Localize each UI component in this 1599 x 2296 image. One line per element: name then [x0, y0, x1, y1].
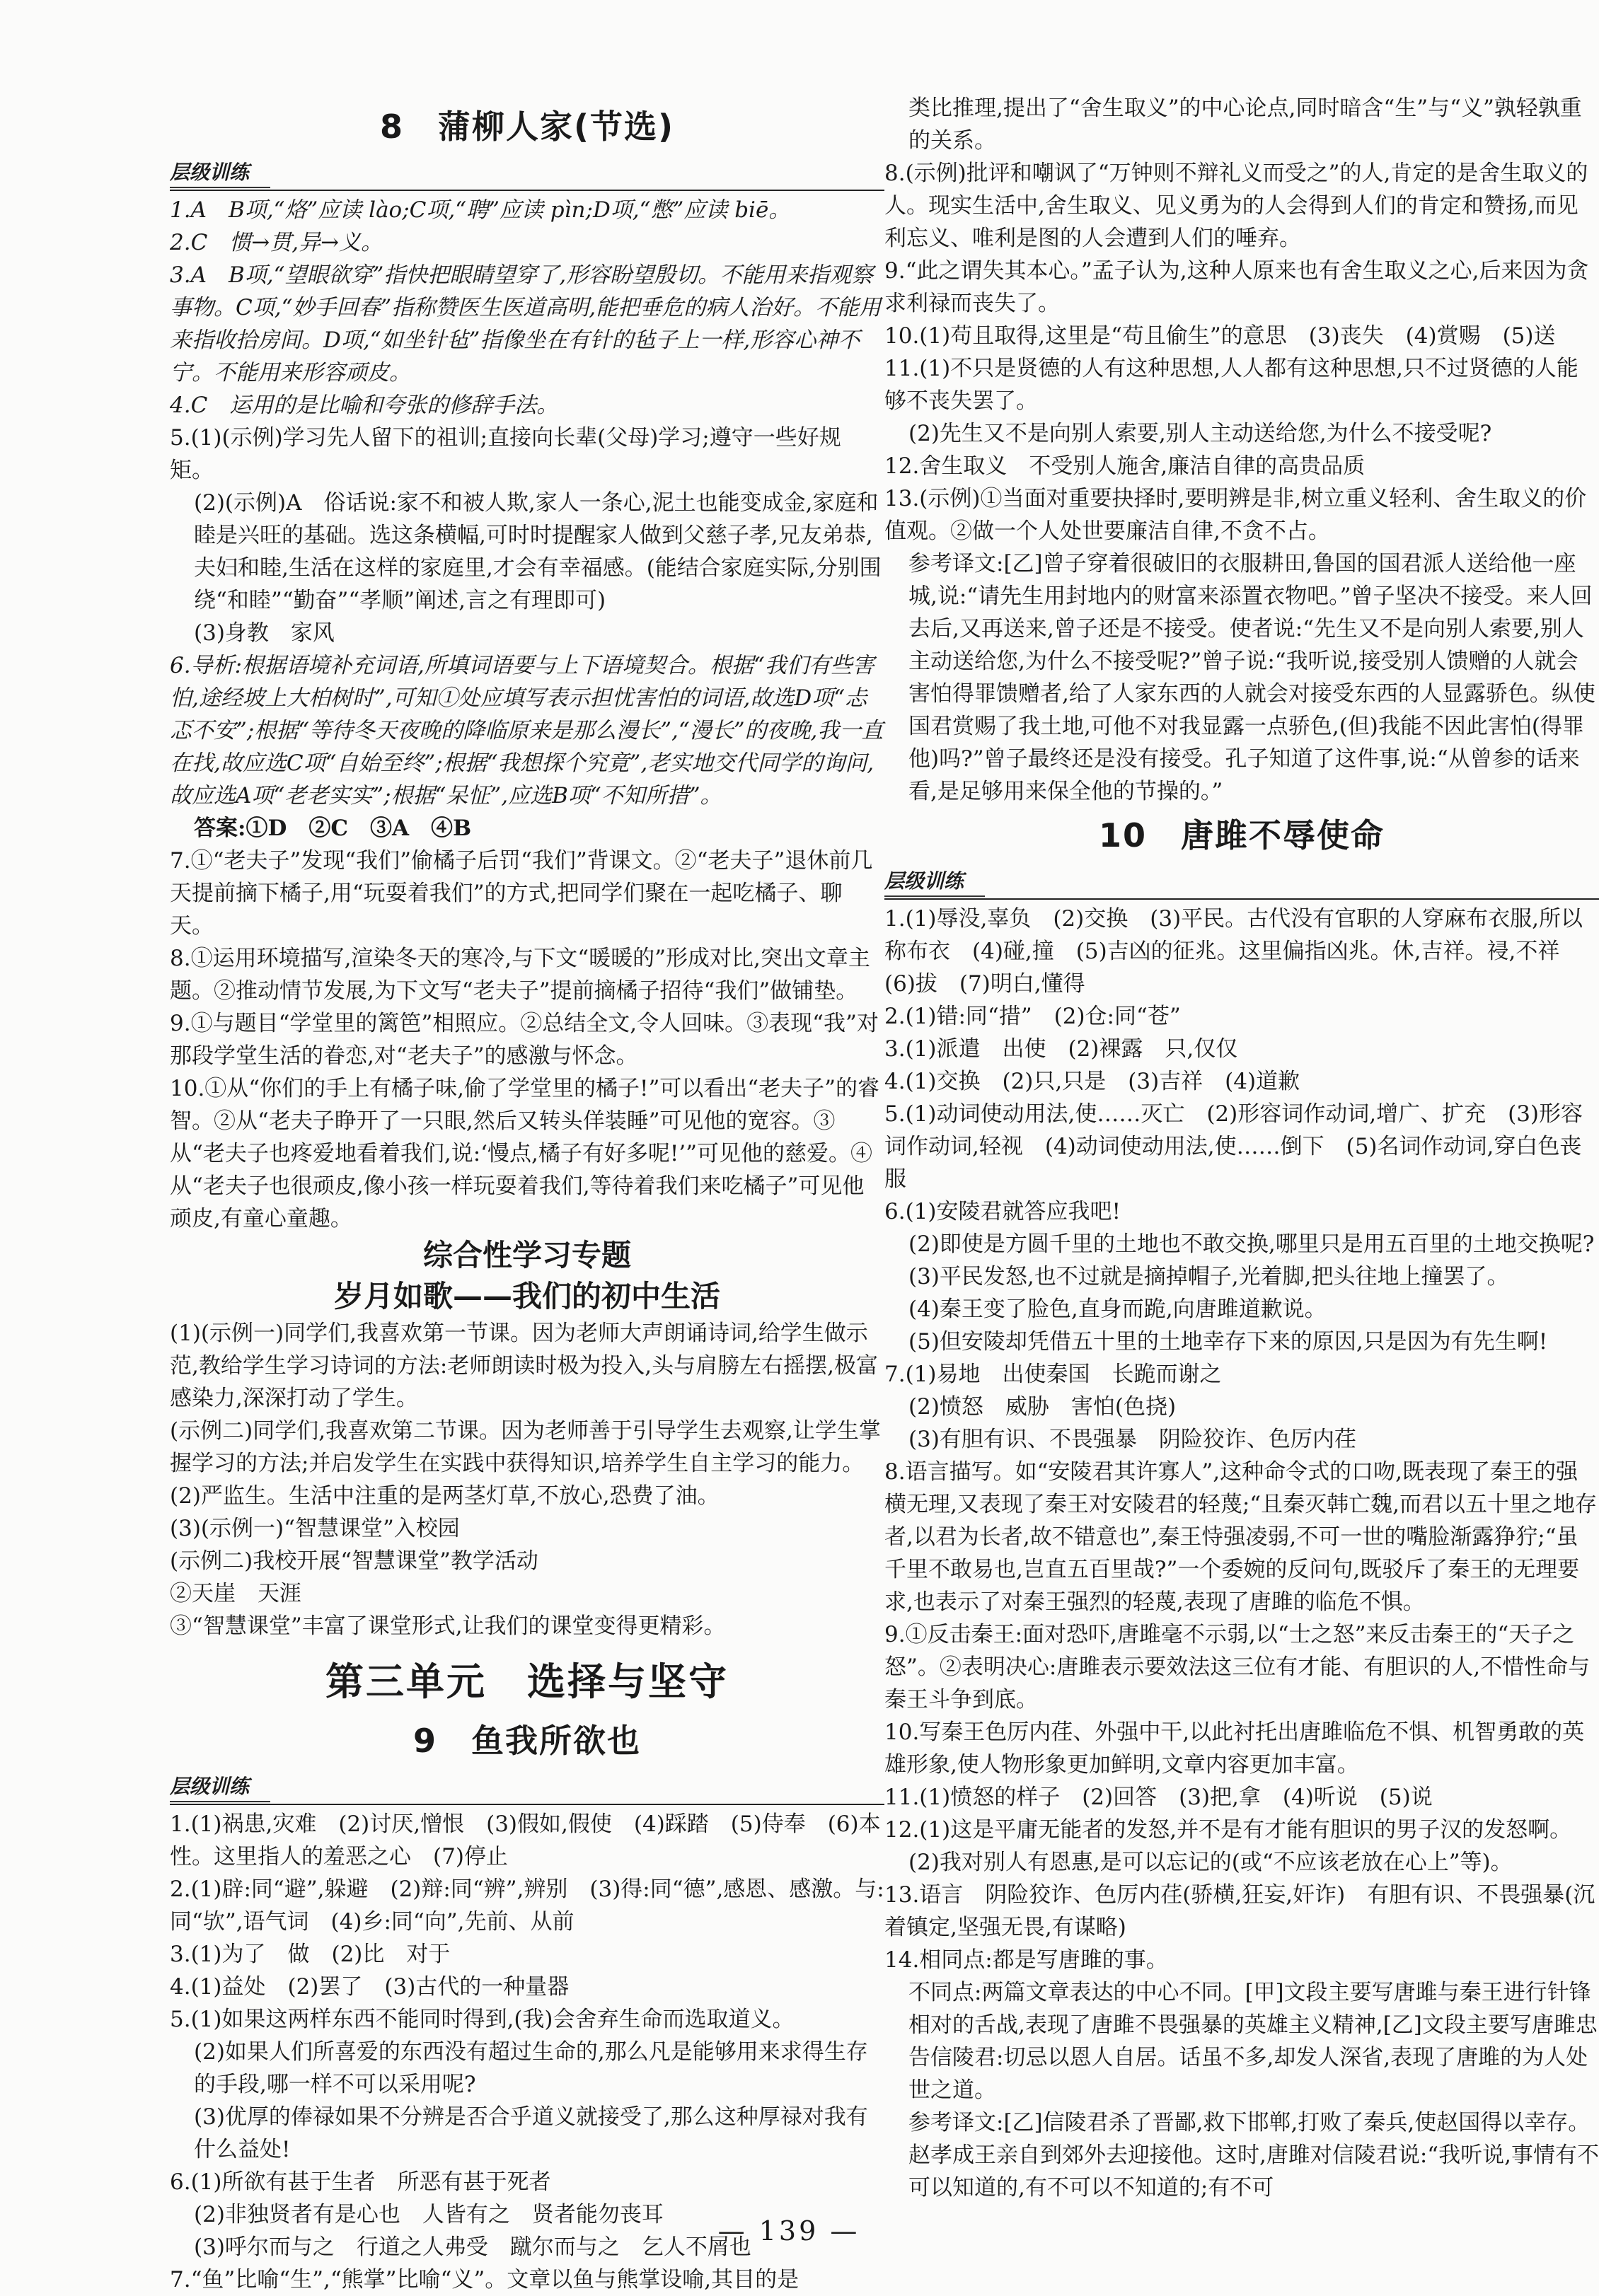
answer-subitem: (3)身教 家风 [194, 620, 335, 646]
answer-item: 2.(1)辟:同“避”,躲避 (2)辩:同“辨”,辨别 (3)得:同“德”,感恩、感激。与:同“欤”,语气词 (4)乡:同“向”,先前、从前 [170, 1877, 884, 1935]
answer-subitem: (5)但安陵却凭借五十里的土地幸存下来的原因,只是因为有先生啊! [908, 1329, 1548, 1355]
lesson-8-answers [170, 194, 884, 1235]
left-column [170, 99, 884, 2296]
answer-item: 1.(1)祸患,灾难 (2)讨厌,憎恨 (3)假如,假使 (4)踩踏 (5)侍奉 (6)本性。这里指人的羞恶之心 (7)停止 [170, 1811, 881, 1869]
answer-item: 2.C 惯→贯,异→义。 [170, 230, 383, 255]
right-column [884, 92, 1599, 2204]
answer-item: 7.①“老夫子”发现“我们”偷橘子后罚“我们”背课文。②“老夫子”退休前几天提前摘下橘子,用“玩耍着我们”的方式,把同学们聚在一起吃橘子、聊天。 [170, 848, 873, 939]
unit-3-title: 第三单元 选择与坚守 [325, 1659, 729, 1704]
answer-item: 10.(1)苟且取得,这里是“苟且偷生”的意思 (3)丧失 (4)赏赐 (5)送 [884, 323, 1556, 349]
special-topic-title: 综合性学习专题 [422, 1238, 631, 1272]
answer-item: 1.(1)辱没,辜负 (2)交换 (3)平民。古代没有官职的人穿麻布衣服,所以称布衣 (4)碰,撞 (5)吉凶的征兆。这里偏指凶兆。休,吉祥。祲,不祥 (6)拔 (7)明白,懂得 [884, 906, 1583, 997]
answer-subitem: (2)非独贤者有是心也 人皆有之 贤者能勿丧耳 [194, 2202, 664, 2227]
answer-subitem: (2)即使是方圆千里的土地也不敢交换,哪里只是用五百里的土地交换呢? [908, 1231, 1595, 1257]
special-topic-answers [170, 1317, 884, 1642]
reference-translation: 参考译文:[乙]曾子穿着很破旧的衣服耕田,鲁国的国君派人送给他一座城,说:“请先生用封地内的财富来添置衣物吧。”曾子坚决不接受。来人回去后,又再送来,曾子还是不接受。使者说:“先生又不是向别人索要,别人主动送给您,为什么不接受呢?”曾子说:“我听说,接受别人馈赠的人就会害怕得罪馈赠者,给了人家东西的人就会对接受东西的人显露骄色。纵使国君赏赐了我土地,可他不对我显露一点骄色,(但)我能不因此害怕(得罪他)吗?”曾子最终还是没有接受。孔子知道了这件事,说:“从曾参的话来看,是足够用来保全他的节操的。” [908, 551, 1595, 804]
reference-translation: 参考译文:[乙]信陵君杀了晋鄙,救下邯郸,打败了秦兵,使赵国得以幸存。赵孝成王亲自到郊外去迎接他。这时,唐雎对信陵君说:“我听说,事情有不可以知道的,有不可以不知道的;有不可 [908, 2110, 1599, 2201]
answer-item: 1.A B项,“烙”应读 lào;C项,“聘”应读 pìn;D项,“憋”应读 biē。 [170, 197, 791, 223]
answer-subitem: (2)先生又不是向别人索要,别人主动送给您,为什么不接受呢? [908, 421, 1492, 446]
answer-item: 7.(1)易地 出使秦国 长跪而谢之 [884, 1362, 1222, 1387]
lesson-9-title: 9 鱼我所欲也 [412, 1722, 641, 1760]
answer-subitem: 不同点:两篇文章表达的中心不同。[甲]文段主要写唐雎与秦王进行针锋相对的舌战,表现了唐雎不畏强暴的英雄主义精神,[乙]文段主要写唐雎忠告信陵君:切忌以恩人自居。话虽不多,却发人深省,表现了唐雎的为人处世之道。 [908, 1980, 1598, 2103]
section-label: 层级训练 [170, 158, 270, 188]
lesson-10-title: 10 唐雎不辱使命 [1098, 816, 1385, 854]
answer-item: 13.(示例)①当面对重要抉择时,要明辨是非,树立重义轻利、舍生取义的价值观。②做一个人处世要廉洁自律,不贪不占。 [884, 486, 1587, 544]
answer-subitem: (2)(示例)A 俗话说:家不和被人欺,家人一条心,泥土也能变成金,家庭和睦是兴旺的基础。选这条横幅,可时时提醒家人做到父慈子孝,兄友弟恭,夫妇和睦,生活在这样的家庭里,才会有幸福感。(能结合家庭实际,分别围绕“和睦”“勤奋”“孝顺”阐述,言之有理即可) [194, 490, 882, 613]
section-header [884, 864, 1599, 900]
page-number: — 139 — [717, 2215, 860, 2246]
answer-item: 4.(1)交换 (2)只,只是 (3)吉祥 (4)道歉 [884, 1069, 1300, 1094]
answer-item: 3.A B项,“望眼欲穿”指快把眼睛望穿了,形容盼望殷切。不能用来指观察事物。C项,“妙手回春”指称赞医生医道高明,能把垂危的病人治好。不能用来指收拾房间。D项,“如坐针毡”指像坐在有针的毡子上一样,形容心神不宁。不能用来形容顽皮。 [170, 262, 882, 385]
answer-subitem: (3)呼尔而与之 行道之人弗受 蹴尔而与之 乞人不屑也 [194, 2234, 751, 2260]
answer-item: 3.(1)派遣 出使 (2)裸露 只,仅仅 [884, 1036, 1238, 1062]
answer-item: 9.①反击秦王:面对恐吓,唐雎毫不示弱,以“士之怒”来反击秦王的“天子之怒”。②表明决心:唐雎表示要效法这三位有才能、有胆识的人,不惜性命与秦王斗争到底。 [884, 1622, 1591, 1712]
answer-subitem: (3)优厚的俸禄如果不分辨是否合乎道义就接受了,那么这种厚禄对我有什么益处! [194, 2104, 868, 2162]
answer-subitem: (2)我对别人有恩惠,是可以忘记的(或“不应该老放在心上”等)。 [908, 1850, 1513, 1875]
answer-subitem: (3)平民发怒,也不过就是摘掉帽子,光着脚,把头往地上撞罢了。 [908, 1264, 1509, 1289]
answer-item: 8.(示例)批评和嘲讽了“万钟则不辩礼义而受之”的人,肯定的是舍生取义的人。现实生活中,舍生取义、见义勇为的人会得到人们的肯定和赞扬,而见利忘义、唯利是图的人会遭到人们的唾弃。 [884, 161, 1588, 251]
answer-item: 8.语言描写。如“安陵君其许寡人”,这种命令式的口吻,既表现了秦王的强横无理,又表现了秦王对安陵君的轻蔑;“且秦灭韩亡魏,而君以五十里之地存者,以君为长者,故不错意也”,秦王恃强凌弱,不可一世的嘴脸渐露狰狞;“虽千里不敢易也,岂直五百里哉?”一个委婉的反问句,既驳斥了秦王的无理要求,也表示了对秦王强烈的轻蔑,表现了唐雎的临危不惧。 [884, 1459, 1597, 1615]
answer-item: 11.(1)不只是贤德的人有这种思想,人人都有这种思想,只不过贤德的人能够不丧失罢了。 [884, 356, 1578, 414]
answer-item: (示例二)我校开展“智慧课堂”教学活动 [170, 1548, 538, 1574]
answer-item: 10.写秦王色厉内荏、外强中干,以此衬托出唐雎临危不惧、机智勇敢的英雄形象,使人物形象更加鲜明,文章内容更加丰富。 [884, 1720, 1585, 1778]
answer-item: 6.(1)所欲有甚于生者 所恶有甚于死者 [170, 2169, 551, 2195]
answer-item: 4.(1)益处 (2)罢了 (3)古代的一种量器 [170, 1974, 570, 2000]
answer-item: 12.舍生取义 不受别人施舍,廉洁自律的高贵品质 [884, 453, 1366, 479]
answer-item: 11.(1)愤怒的样子 (2)回答 (3)把,拿 (4)听说 (5)说 [884, 1785, 1433, 1810]
section-label: 层级训练 [170, 1773, 270, 1802]
section-header [170, 156, 884, 191]
answer-item: 9.“此之谓失其本心。”孟子认为,这种人原来也有舍生取义之心,后来因为贪求利禄而丧失了。 [884, 258, 1589, 316]
answer-subitem: 答案:①D ②C ③A ④B [194, 816, 472, 841]
answer-item: 3.(1)为了 做 (2)比 对于 [170, 1942, 451, 1967]
answer-item: 5.(1)如果这两样东西不能同时得到,(我)会舍弃生命而选取道义。 [170, 2007, 795, 2032]
lesson-8-title: 8 蒲柳人家(节选) [379, 108, 675, 146]
answer-item: 7.“鱼”比喻“生”,“熊掌”比喻“义”。文章以鱼与熊掌设喻,其目的是 [170, 2267, 800, 2292]
answer-subitem: (3)有胆有识、不畏强暴 阴险狡诈、色厉内荏 [908, 1427, 1356, 1452]
answer-item: 9.①与题目“学堂里的篱笆”相照应。②总结全文,令人回味。③表现“我”对那段学堂生活的眷恋,对“老夫子”的感激与怀念。 [170, 1011, 879, 1069]
answer-subitem: (2)愤怒 威胁 害怕(色挠) [908, 1394, 1177, 1420]
special-topic-subtitle: 岁月如歌——我们的初中生活 [333, 1279, 720, 1314]
answer-item: 5.(1)动词使动用法,使……灭亡 (2)形容词作动词,增广、扩充 (3)形容词作动词,轻视 (4)动词使动用法,使……倒下 (5)名词作动词,穿白色丧服 [884, 1101, 1583, 1192]
answer-item: 13.语言 阴险狡诈、色厉内荏(骄横,狂妄,奸诈) 有胆有识、不畏强暴(沉着镇定,坚强无畏,有谋略) [884, 1882, 1595, 1940]
answer-item: 8.①运用环境描写,渲染冬天的寒冷,与下文“暖暖的”形成对比,突出文章主题。②推动情节发展,为下文写“老夫子”提前摘橘子招待“我们”做铺垫。 [170, 946, 870, 1004]
answer-subitem: (2)如果人们所喜爱的东西没有超过生命的,那么凡是能够用来求得生存的手段,哪一样不可以采用呢? [194, 2039, 868, 2097]
answer-subitem: (4)秦王变了脸色,直身而跪,向唐雎道歉说。 [908, 1297, 1327, 1322]
answer-item: 2.(1)错:同“措” (2)仓:同“苍” [884, 1004, 1181, 1029]
answer-item: 5.(1)(示例)学习先人留下的祖训;直接向长辈(父母)学习;遵守一些好规矩。 [170, 425, 841, 483]
lesson-10-answers [884, 903, 1599, 2204]
section-header [170, 1770, 884, 1805]
answer-item: ③“智慧课堂”丰富了课堂形式,让我们的课堂变得更精彩。 [170, 1613, 726, 1639]
lesson-9-answers-continued [884, 92, 1599, 808]
answer-item: 6.(1)安陵君就答应我吧! [884, 1199, 1121, 1224]
answer-item: 10.①从“你们的手上有橘子味,偷了学堂里的橘子!”可以看出“老夫子”的睿智。②从“老夫子睁开了一只眼,然后又转头佯装睡”可见他的宽容。③从“老夫子也疼爱地看着我们,说:‘慢点,橘子有好多呢!’”可见他的慈爱。④从“老夫子也很顽皮,像小孩一样玩耍着我们,等待着我们来吃橘子”可见他顽皮,有童心童趣。 [170, 1076, 880, 1231]
answer-item: (1)(示例一)同学们,我喜欢第一节课。因为老师大声朗诵诗词,给学生做示范,教给学生学习诗词的方法:老师朗读时极为投入,头与肩膀左右摇摆,极富感染力,深深打动了学生。 [170, 1321, 879, 1411]
answer-item: (2)严监生。生活中注重的是两茎灯草,不放心,恐费了油。 [170, 1483, 720, 1509]
answer-subitem: 类比推理,提出了“舍生取义”的中心论点,同时暗含“生”与“义”孰轻孰重的关系。 [908, 95, 1582, 153]
answer-item: (示例二)同学们,我喜欢第二节课。因为老师善于引导学生去观察,让学生掌握学习的方法;并启发学生在实践中获得知识,培养学生自主学习的能力。 [170, 1418, 881, 1476]
answer-item: 12.(1)这是平庸无能者的发怒,并不是有才能有胆识的男子汉的发怒啊。 [884, 1817, 1572, 1843]
answer-item: ②天崖 天涯 [170, 1581, 301, 1606]
answer-item: (3)(示例一)“智慧课堂”入校园 [170, 1516, 460, 1541]
answer-item: 14.相同点:都是写唐雎的事。 [884, 1947, 1168, 1973]
answer-item: 6.导析:根据语境补充词语,所填词语要与上下语境契合。根据“我们有些害怕,途经坡上大柏树时”,可知①处应填写表示担忧害怕的词语,故选D项“忐忑不安”;根据“等待冬天夜晚的降临原来是那么漫长”,“漫长”的夜晚,我一直在找,故应选C项“自始至终”;根据“我想探个究竟”,老实地交代同学的询问,故应选A项“老老实实”;根据“呆怔”,应选B项“不知所措”。 [170, 653, 884, 808]
answer-item: 4.C 运用的是比喻和夸张的修辞手法。 [170, 393, 559, 418]
section-label: 层级训练 [884, 867, 985, 897]
